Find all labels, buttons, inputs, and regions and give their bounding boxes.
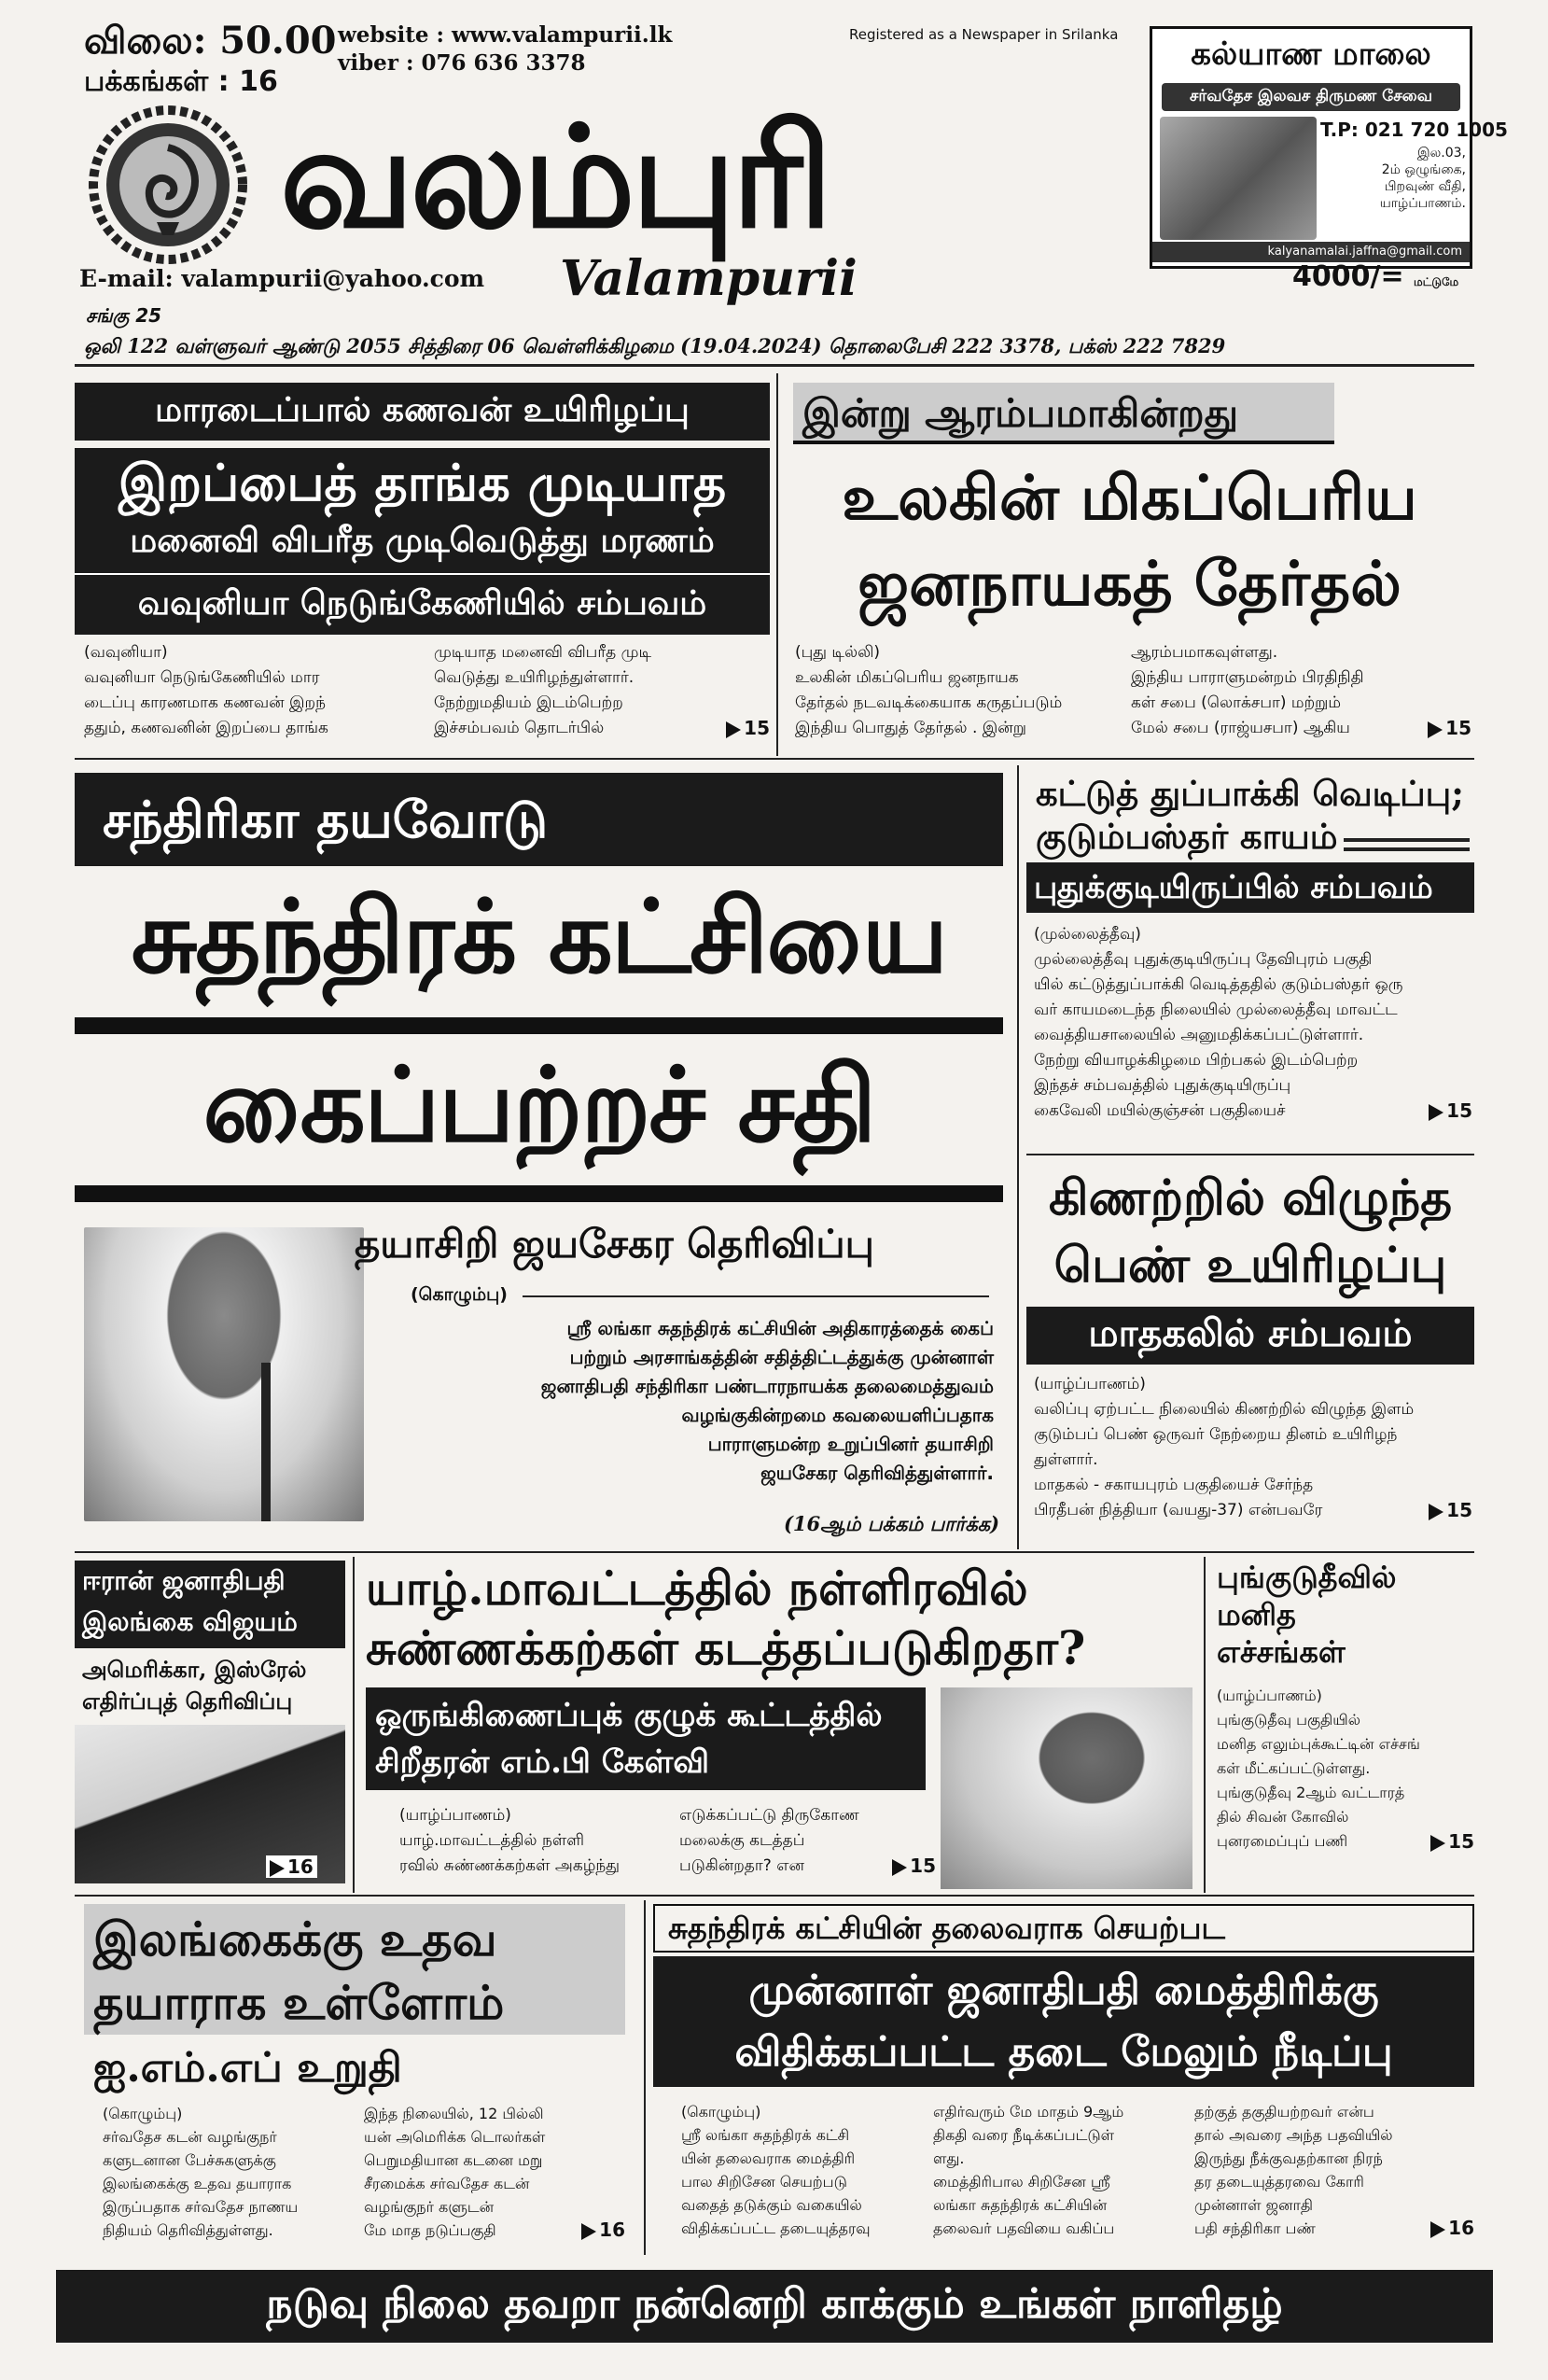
- masthead-rule: [75, 364, 1474, 367]
- story3-headline: கட்டுத் துப்பாக்கி வெடிப்பு;: [1036, 773, 1464, 814]
- story1-body-col2: முடியாத மனைவி விபரீத முடி வெடுத்து உயிரிழந்துள்ளார். நேற்றுமதியம் இடம்பெற்ற இச்சம்பவம் தொடர்பில் 15: [434, 643, 770, 739]
- continue-arrow-icon: [726, 721, 741, 738]
- story-husband-death[interactable]: [75, 373, 770, 756]
- lead-body: ஸ்ரீ லங்கா சுதந்திரக் கட்சியின் அதிகாரத்தைக் கைப் பற்றும் அரசாங்கத்தின் சதித்திட்டத்துக்கு முன்னாள் ஜனாதிபதி சந்திரிகா பண்டாரநாயக்க தலைமைத்துவம் வழங்குகின்றமை கவலையளிப்பதாக பாராளுமன்ற உறுப்பினர் தயாசிறி ஜயசேகர தெரிவித்துள்ளார்.: [540, 1317, 994, 1484]
- story-maithripala-ban[interactable]: [653, 1900, 1474, 2255]
- lead-dateline-rule: [523, 1295, 989, 1297]
- microphone-icon: [261, 1363, 271, 1521]
- story4-subhead: மாதகலில் சம்பவம்: [1026, 1307, 1474, 1365]
- story5-subhead: அமெரிக்கா, இஸ்ரேல் எதிர்ப்புத் தெரிவிப்பு: [82, 1656, 307, 1715]
- story2-headline: உலகின் மிகப்பெரிய: [842, 460, 1417, 534]
- issue-number: சங்கு 25: [86, 304, 162, 327]
- continue-arrow-icon: [1430, 1835, 1445, 1852]
- lead-byline: தயாசிறி ஜயசேகர தெரிவிப்பு: [355, 1221, 874, 1267]
- story-well-death[interactable]: [1026, 1161, 1474, 1549]
- story2-body-col1: (புது டில்லி) உலகின் மிகப்பெரிய ஜனநாயக தேர்தல் நடவடிக்கையாக கருதப்படும் இந்திய பொதுத் தேர்தல் . இன்று: [795, 643, 1063, 737]
- story9-kicker: சுதந்திரக் கட்சியின் தலைவராக செயற்பட: [653, 1904, 1474, 1953]
- story8-body-col1: (கொழும்பு) சர்வதேச கடன் வழங்குநர் களுடனான பேச்சுகளுக்கு இலங்கைக்கு உதவ தயாராக இருப்பதாக சர்வதேச நாணய நிதியம் தெரிவித்துள்ளது.: [103, 2105, 299, 2239]
- story1-kicker: மாரடைப்பால் கணவன் உயிரிழப்பு: [75, 383, 770, 441]
- lead-dateline: (கொழும்பு): [411, 1284, 508, 1305]
- story-human-remains[interactable]: [1213, 1557, 1474, 1893]
- story6-subhead: ஒருங்கிணைப்புக் குழுக் கூட்டத்தில் சிறீதரன் எம்.பி கேள்வி: [366, 1687, 926, 1790]
- story2-kicker: இன்று ஆரம்பமாகின்றது: [793, 383, 1334, 444]
- lead-rule-top: [75, 1017, 1003, 1034]
- lead-photo-speaker: [84, 1227, 364, 1521]
- ad-phone: T.P: 021 720 1005: [1320, 119, 1508, 141]
- story1-headline: இறப்பைத் தாங்க முடியாத: [118, 453, 727, 512]
- lead-headline-line2: கைப்பற்றச் சதி: [202, 1044, 875, 1165]
- ad-price: 4000/= மட்டுமே: [1292, 260, 1459, 293]
- story1-divider: [75, 573, 770, 575]
- story-gun-blast[interactable]: [1026, 765, 1474, 1148]
- continue-arrow-icon: [1430, 2221, 1445, 2238]
- story8-headline: இலங்கைக்கு உதவ: [93, 1911, 497, 1967]
- row-divider: [75, 758, 1474, 760]
- masthead: [0, 0, 1548, 373]
- story7-headline: புங்குடுதீவில் மனித எச்சங்கள்: [1217, 1560, 1397, 1670]
- continue-arrow-icon: [892, 1859, 907, 1876]
- lead-page-ref[interactable]: (16ஆம் பக்கம் பார்க்க): [784, 1512, 999, 1535]
- story2-body-col2: ஆரம்பமாகவுள்ளது. இந்திய பாராளுமன்றம் பிரதிநிதி கள் சபை (லொக்சபா) மற்றும் மேல் சபை (ராஜ்யசபா) ஆகிய 15: [1131, 643, 1471, 739]
- story2-headline-line2: ஜனநாயகத் தேர்தல்: [858, 546, 1402, 620]
- story8-body-col2: இந்த நிலையில், 12 பில்லி யன் அமெரிக்க டொலர்கள் பெறுமதியான கடனை மறு சீரமைக்க சர்வதேச கடன் வழங்குநர் களுடன் மே மாத நடுப்பகுதி 16: [364, 2105, 625, 2241]
- story3-rule-2: [1344, 847, 1470, 851]
- continue-arrow-icon: [1429, 1504, 1443, 1520]
- story9-continued-link[interactable]: 16: [1430, 2217, 1474, 2240]
- ad-title: கல்யாண மாலை: [1191, 35, 1431, 73]
- story6-headline-line2: சுண்ணக்கற்கள் கடத்தப்படுகிறதா?: [366, 1620, 1086, 1675]
- story-limestone-smuggling[interactable]: [362, 1557, 1194, 1893]
- story9-headline-block: முன்னாள் ஜனாதிபதி மைத்திரிக்கு விதிக்கப்பட்ட தடை மேலும் நீடிப்பு: [653, 1956, 1474, 2087]
- row-divider: [75, 1551, 1474, 1553]
- column-divider: [353, 1557, 355, 1893]
- story1-headline-block: [75, 448, 770, 635]
- pages-label: பக்கங்கள் : 16: [84, 65, 278, 98]
- story6-body-col2: எடுக்கப்பட்டு திருகோண மலைக்கு கடத்தப் படுகின்றதா? என 15: [679, 1806, 936, 1877]
- continue-arrow-icon: [1428, 721, 1443, 738]
- story6-headline: யாழ்.மாவட்டத்தில் நள்ளிரவில்: [366, 1561, 1028, 1616]
- story8-continued-link[interactable]: 16: [581, 2219, 625, 2242]
- story9-body-col2: எதிர்வரும் மே மாதம் 9ஆம் திகதி வரை நீடிக்கப்பட்டுள் ளது. மைத்திரிபால சிறிசேன ஸ்ரீ லங்கா சுதந்திரக் கட்சியின் தலைவர் பதவியை வகிப்ப: [933, 2103, 1124, 2237]
- story4-continued-link[interactable]: 15: [1429, 1498, 1472, 1523]
- story-imf-support[interactable]: [75, 1900, 625, 2255]
- story3-body: (முல்லைத்தீவு) முல்லைத்தீவு புதுக்குடியிருப்பு தேவிபுரம் பகுதி யில் கட்டுத்துப்பாக்கி வெடித்ததில் குடும்பஸ்தர் ஒரு வர் காயமடைந்த நிலையில் முல்லைத்தீவு மாவட்ட வைத்தியசாலையில் அனுமதிக்கப்பட்டுள்ளார். நேற்று வியாழக்கிழமை பிற்பகல் இடம்பெற்ற இந்தச் சம்பவத்தில் புதுக்குடியிருப்பு கைவேலி மயில்குஞ்சன் பகுதியைச் 15: [1034, 925, 1472, 1122]
- registration-note: Registered as a Newspaper in Srilanka: [849, 26, 1119, 43]
- continue-arrow-icon: [581, 2223, 596, 2240]
- lead-kicker: சந்திரிகா தயவோடு: [75, 773, 1003, 866]
- story9-body-col1: (கொழும்பு) ஸ்ரீ லங்கா சுதந்திரக் கட்சி யின் தலைவராக மைத்திரி பால சிறிசேன செயற்படு வதைத் தடுக்கும் வகையில் விதிக்கப்பட்ட தடையுத்தரவு: [681, 2103, 871, 2237]
- story6-photo-mp: [941, 1687, 1192, 1889]
- price-label: விலை: 50.00: [84, 19, 337, 63]
- ad-subtitle: சர்வதேச இலவச திருமண சேவை: [1162, 83, 1460, 111]
- story3-continued-link[interactable]: 15: [1429, 1099, 1472, 1124]
- dateline: ஒலி 122 வள்ளுவர் ஆண்டு 2055 சித்திரை 06 வெள்ளிக்கிழமை (19.04.2024) தொலைபேசி 222 3378, பக்ஸ் 222 7829: [84, 334, 1226, 357]
- ad-address: இல.03, 2ம் ஒழுங்கை, பிறவுண் வீதி, யாழ்ப்பாணம்.: [1379, 146, 1466, 211]
- column-divider: [1204, 1557, 1206, 1893]
- story1-continued-link[interactable]: 15: [726, 716, 770, 741]
- ad-deity-image: [1160, 117, 1317, 240]
- column-divider: [644, 1900, 646, 2255]
- story4-headline-line2: பெண் உயிரிழப்பு: [1053, 1237, 1447, 1294]
- conch-emblem-icon: [84, 103, 252, 266]
- story4-headline: கிணற்றில் விழுந்த: [1048, 1169, 1453, 1226]
- story1-body-col1: (வவுனியா) வவுனியா நெடுங்கேணியில் மார டைப்பு காரணமாக கணவன் இறந் ததும், கணவனின் இறப்பை தாங்க: [84, 643, 328, 737]
- story3-headline-line2: குடும்பஸ்தர் காயம்: [1036, 816, 1338, 857]
- column-divider: [776, 373, 778, 756]
- story1-subhead: வவுனியா நெடுங்கேணியில் சம்பவம்: [137, 582, 707, 623]
- story7-body: (யாழ்ப்பாணம்) புங்குடுதீவு பகுதியில் மனித எலும்புக்கூட்டின் எச்சங் கள் மீட்கப்பட்டுள்ளது. புங்குடுதீவு 2ஆம் வட்டாரத் தில் சிவன் கோவில் புனரமைப்புப் பணி 15: [1217, 1687, 1474, 1853]
- story7-continued-link[interactable]: 15: [1430, 1829, 1474, 1854]
- story8-subhead: ஐ.எம்.எப் உறுதி: [93, 2044, 402, 2092]
- story4-body: (யாழ்ப்பாணம்) வலிப்பு ஏற்பட்ட நிலையில் கிணற்றில் விழுந்த இளம் குடும்பப் பெண் ஒருவர் நேற்றைய தினம் உயிரிழந் துள்ளார். மாதகல் - சகாயபுரம் பகுதியைச் சேர்ந்த பிரதீபன் நித்தியா (வயது-37) என்பவரே 15: [1034, 1375, 1472, 1521]
- lead-rule-bottom: [75, 1185, 1003, 1202]
- ad-email: kalyanamalai.jaffna@gmail.com: [1152, 242, 1470, 262]
- continue-arrow-icon: [270, 1860, 285, 1877]
- story8-headline-line2: தயாராக உள்ளோம்: [93, 1975, 505, 2030]
- row-divider: [1026, 1154, 1474, 1155]
- story3-subhead: புதுக்குடியிருப்பில் சம்பவம்: [1026, 862, 1474, 913]
- story3-rule: [1344, 838, 1470, 842]
- row-divider: [75, 1895, 1474, 1897]
- masthead-title-english: Valampurii: [560, 250, 858, 307]
- masthead-title: வலம்புரி: [280, 95, 830, 259]
- story6-body-col1: (யாழ்ப்பாணம்) யாழ்.மாவட்டத்தில் நள்ளி ரவில் சுண்ணக்கற்கள் அகழ்ந்து: [399, 1806, 621, 1875]
- viber-label: viber : 076 636 3378: [338, 50, 586, 76]
- story2-continued-link[interactable]: 15: [1428, 716, 1471, 741]
- story9-body-col3: தற்குத் தகுதியற்றவர் என்ப தால் அவரை அந்த பதவியில் இருந்து நீக்குவதற்கான நிரந் தர தடையுத்தரவை கோரி முன்னாள் ஜனாதி பதி சந்திரிகா பண் 16: [1194, 2103, 1474, 2239]
- footer-slogan: நடுவு நிலை தவறா நன்னெறி காக்கும் உங்கள் நாளிதழ்: [56, 2270, 1493, 2343]
- column-divider: [1017, 765, 1019, 1549]
- story-indian-election[interactable]: [786, 373, 1473, 756]
- website-label: website : www.valampurii.lk: [338, 22, 673, 48]
- story5-continued-link[interactable]: 16: [266, 1855, 317, 1878]
- continue-arrow-icon: [1429, 1104, 1443, 1121]
- story1-headline-line2: மனைவி விபரீத முடிவெடுத்து மரணம்: [130, 520, 715, 560]
- story5-headline-block: ஈரான் ஜனாதிபதி இலங்கை விஜயம்: [75, 1561, 345, 1648]
- matrimonial-ad[interactable]: [1150, 26, 1508, 293]
- story-iran-president[interactable]: [75, 1557, 345, 1893]
- story6-continued-link[interactable]: 15: [892, 1854, 936, 1879]
- lead-story[interactable]: [75, 765, 1008, 1549]
- email-label: E-mail: valampurii@yahoo.com: [79, 265, 485, 292]
- lead-headline: சுதந்திரக் கட்சியை: [131, 877, 947, 996]
